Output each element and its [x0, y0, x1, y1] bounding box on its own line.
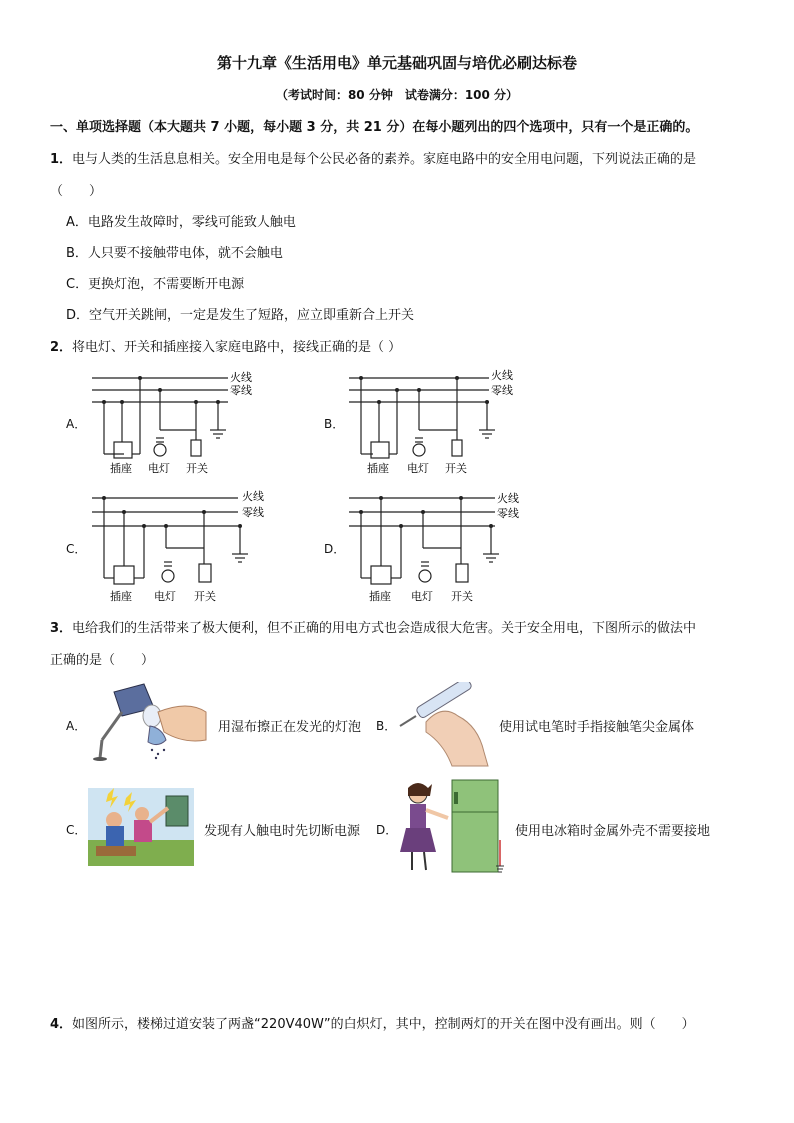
question-number: 1． [50, 152, 73, 167]
neutral-wire-label: 零线 [497, 507, 519, 520]
option-text: 空气开关跳闸，一定是发生了短路，应立即重新合上开关 [89, 308, 415, 323]
socket-label: 插座 [369, 590, 391, 603]
section-heading: 一、单项选择题（本大题共 7 小题，每小题 3 分，共 21 分）在每小题列出的四个选项中，只有一个是正确的。 [50, 120, 699, 135]
q3-option-c-label[interactable]: C． [66, 823, 87, 837]
question-2-stem [50, 336, 401, 355]
question-text: 如图所示，楼梯过道安装了两盏“220V40W”的白炽灯，其中，控制两灯的开关在图中没有画出。则（ ） [72, 1017, 695, 1032]
wet-cloth-lamp-illustration [92, 682, 210, 762]
live-wire-label: 火线 [230, 371, 252, 384]
live-wire-label: 火线 [491, 369, 513, 382]
question-number: 3． [50, 621, 73, 636]
option-text: 人只要不接触带电体，就不会触电 [87, 246, 283, 261]
question-number: 2． [50, 340, 73, 355]
live-wire-label: 火线 [497, 492, 519, 505]
socket-label: 插座 [367, 462, 389, 475]
switch-label: 开关 [186, 462, 208, 475]
socket-label: 插座 [110, 462, 132, 475]
question-3-stem-line2: 正确的是（ ） [50, 653, 155, 668]
neutral-wire-label: 零线 [230, 384, 252, 397]
circuit-diagram-d [345, 490, 535, 604]
q3-option-d-label[interactable]: D． [376, 823, 398, 837]
neutral-wire-label: 零线 [491, 384, 513, 397]
question-1-stem [50, 148, 696, 167]
lamp-label: 电灯 [154, 590, 176, 603]
option-text: 电路发生故障时，零线可能致人触电 [87, 215, 296, 230]
test-pen-illustration [396, 682, 492, 768]
option-label: B． [66, 246, 88, 261]
option-text: 更换灯泡，不需要断开电源 [88, 277, 245, 292]
question-1-bracket: （ ） [50, 184, 103, 199]
switch-label: 开关 [451, 590, 473, 603]
exam-info: （考试时间：80 分钟 试卷满分：100 分） [275, 88, 519, 102]
question-text: 电给我们的生活带来了极大便利，但不正确的用电方式也会造成很大危害。关于安全用电，下图所示的做法中 [72, 621, 697, 636]
live-wire-label: 火线 [242, 490, 264, 503]
q1-option-b[interactable] [66, 242, 283, 261]
q3-option-c-text: 发现有人触电时先切断电源 [204, 824, 361, 839]
q2-option-b-label[interactable]: B． [324, 417, 345, 431]
switch-label: 开关 [445, 462, 467, 475]
cut-power-illustration [88, 788, 194, 866]
option-label: A． [66, 215, 88, 230]
q3-option-a-text: 用湿布擦正在发光的灯泡 [218, 720, 362, 735]
fridge-girl-illustration [396, 778, 512, 876]
circuit-diagram-a [88, 366, 268, 478]
lamp-label: 电灯 [407, 462, 429, 475]
question-3-stem [50, 617, 696, 636]
q3-option-d-text: 使用电冰箱时金属外壳不需要接地 [515, 824, 711, 839]
q2-option-d-label[interactable]: D． [324, 542, 346, 556]
q3-option-a-label[interactable]: A． [66, 719, 87, 733]
neutral-wire-label: 零线 [242, 506, 264, 519]
option-label: D． [66, 308, 90, 323]
question-text: 将电灯、开关和插座接入家庭电路中，接线正确的是（ ） [72, 340, 402, 355]
circuit-diagram-b [345, 366, 525, 478]
q2-option-a-label[interactable]: A． [66, 417, 87, 431]
q3-option-b-text: 使用试电笔时手指接触笔尖金属体 [499, 720, 695, 735]
question-number: 4． [50, 1017, 73, 1032]
circuit-diagram-c [88, 490, 278, 604]
q1-option-c[interactable] [66, 273, 244, 292]
switch-label: 开关 [194, 590, 216, 603]
page-title: 第十九章《生活用电》单元基础巩固与培优必刷达标卷 [216, 54, 577, 72]
lamp-label: 电灯 [411, 590, 433, 603]
question-text: 电与人类的生活息息相关。安全用电是每个公民必备的素养。家庭电路中的安全用电问题，下列说法正确的是 [72, 152, 697, 167]
q1-option-d[interactable] [66, 304, 414, 323]
q2-option-c-label[interactable]: C． [66, 542, 87, 556]
q3-option-b-label[interactable]: B． [376, 719, 397, 733]
option-label: C． [66, 277, 89, 292]
q1-option-a[interactable] [66, 211, 296, 230]
question-4-stem [50, 1013, 695, 1032]
socket-label: 插座 [110, 590, 132, 603]
lamp-label: 电灯 [148, 462, 170, 475]
